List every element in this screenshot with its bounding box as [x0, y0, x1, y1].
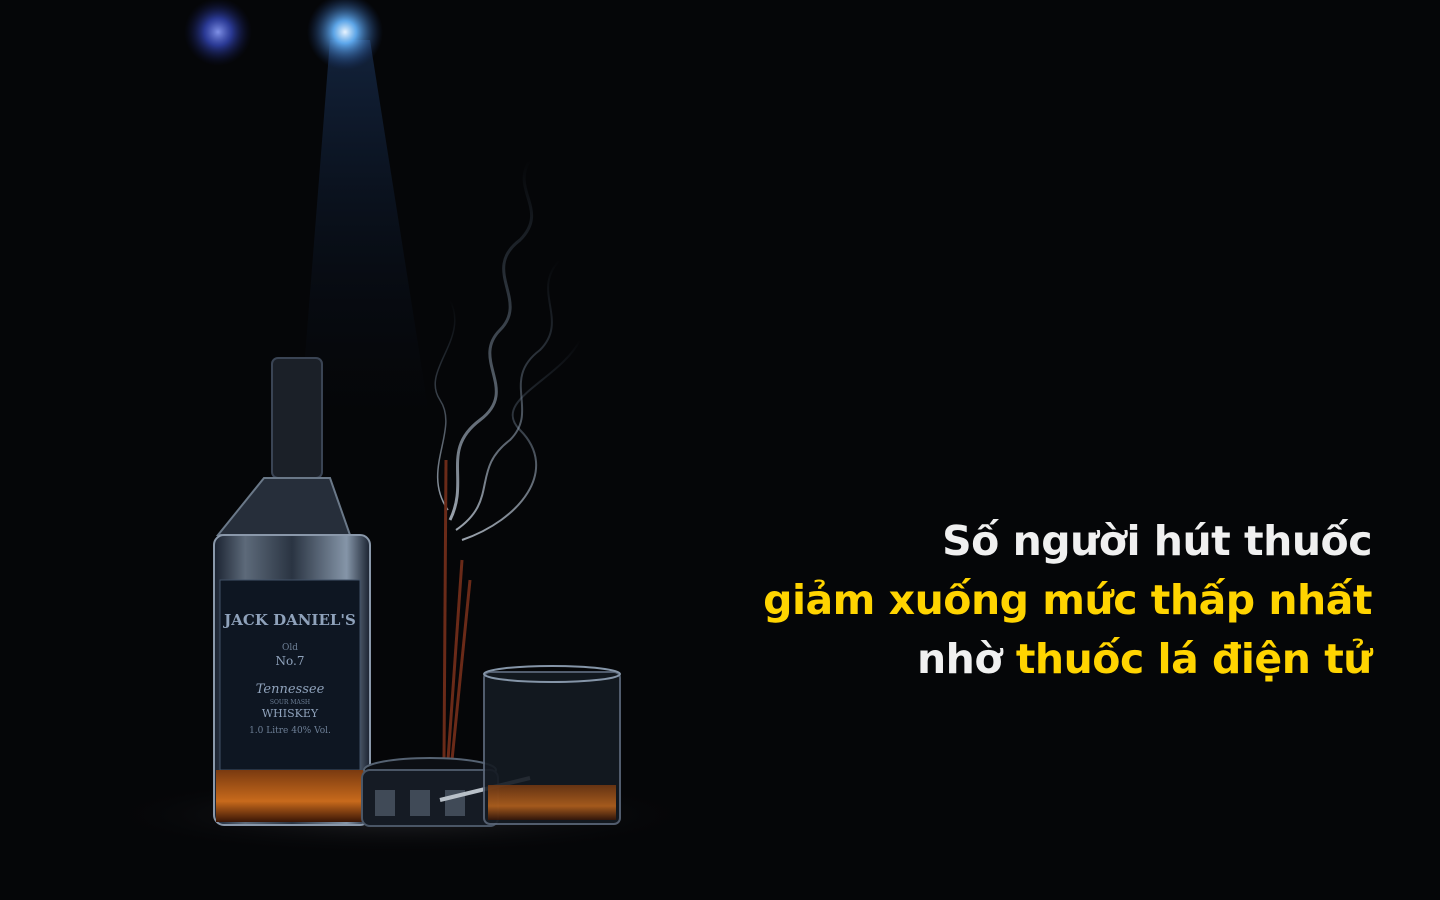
bottle-volume: 1.0 Litre 40% Vol.: [249, 726, 331, 736]
whiskey-glass: [484, 666, 620, 824]
headline-line-3-highlight: thuốc lá điện tử: [1015, 635, 1372, 683]
whiskey-bottle: [214, 358, 370, 825]
headline: [763, 512, 1372, 689]
headline-line-3-prefix: nhờ: [916, 635, 1003, 683]
headline-line-1: Số người hút thuốc: [942, 517, 1372, 565]
bottle-style: Tennessee: [255, 682, 325, 697]
stage-light-violet: [184, 0, 252, 66]
bottle-number: No.7: [275, 654, 305, 668]
headline-line-2: giảm xuống mức thấp nhất: [763, 576, 1372, 624]
headline-line-3: [763, 630, 1372, 689]
bottle-brand: JACK DANIEL'S: [224, 611, 356, 629]
bottle-sour-mash: SOUR MASH: [269, 699, 311, 706]
bottle-old: Old: [281, 643, 299, 653]
bottle-type: WHISKEY: [261, 707, 319, 720]
smoke: [435, 160, 580, 540]
